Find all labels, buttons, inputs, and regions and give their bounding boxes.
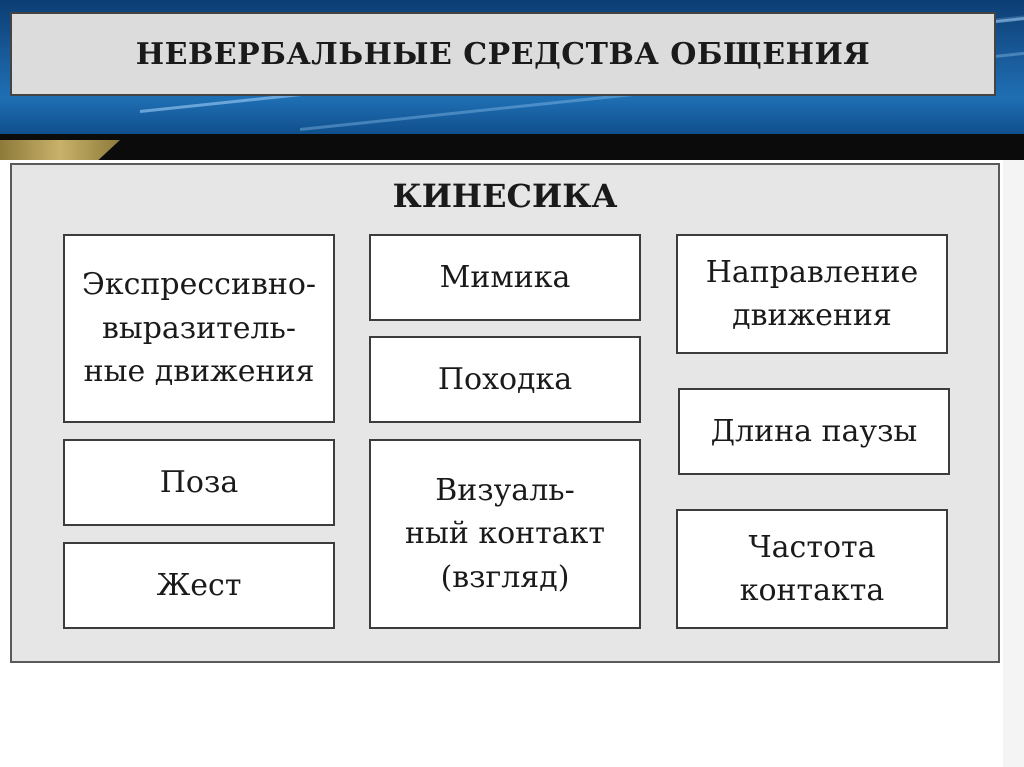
panel-title: КИНЕСИКА [392, 177, 618, 215]
box-pose [63, 439, 335, 526]
box-line: контакта [739, 573, 885, 608]
slide-title: НЕВЕРБАЛЬНЫЕ СРЕДСТВА ОБЩЕНИЯ [135, 36, 871, 72]
box-line: Частота [748, 529, 876, 565]
header-divider [0, 134, 1024, 160]
box-movement-direction [676, 234, 948, 354]
box-line: Направление [705, 254, 919, 290]
box-gait [369, 336, 641, 423]
box-line: Визуаль- [435, 472, 575, 508]
slide-title-box [10, 12, 996, 96]
box-pause-length [678, 388, 950, 475]
box-line: (взгляд) [440, 559, 570, 595]
box-label: Длина паузы [710, 413, 918, 449]
slide-margin [1003, 160, 1024, 767]
box-mimicry [369, 234, 641, 321]
box-visual-contact [369, 439, 641, 629]
box-label: Мимика [439, 259, 571, 295]
box-line: выразитель- [101, 310, 297, 346]
box-contact-frequency [676, 509, 948, 629]
box-label: Поза [159, 464, 239, 500]
kinesics-panel [10, 163, 1000, 663]
box-label: Жест [156, 567, 242, 603]
box-line: ный контакт [404, 516, 606, 552]
box-label: Походка [437, 361, 573, 397]
box-line: ные движения [83, 354, 315, 390]
box-gesture [63, 542, 335, 629]
box-line: движения [732, 298, 892, 333]
box-expressive-movements [63, 234, 335, 423]
box-line: Экспрессивно- [81, 267, 317, 303]
